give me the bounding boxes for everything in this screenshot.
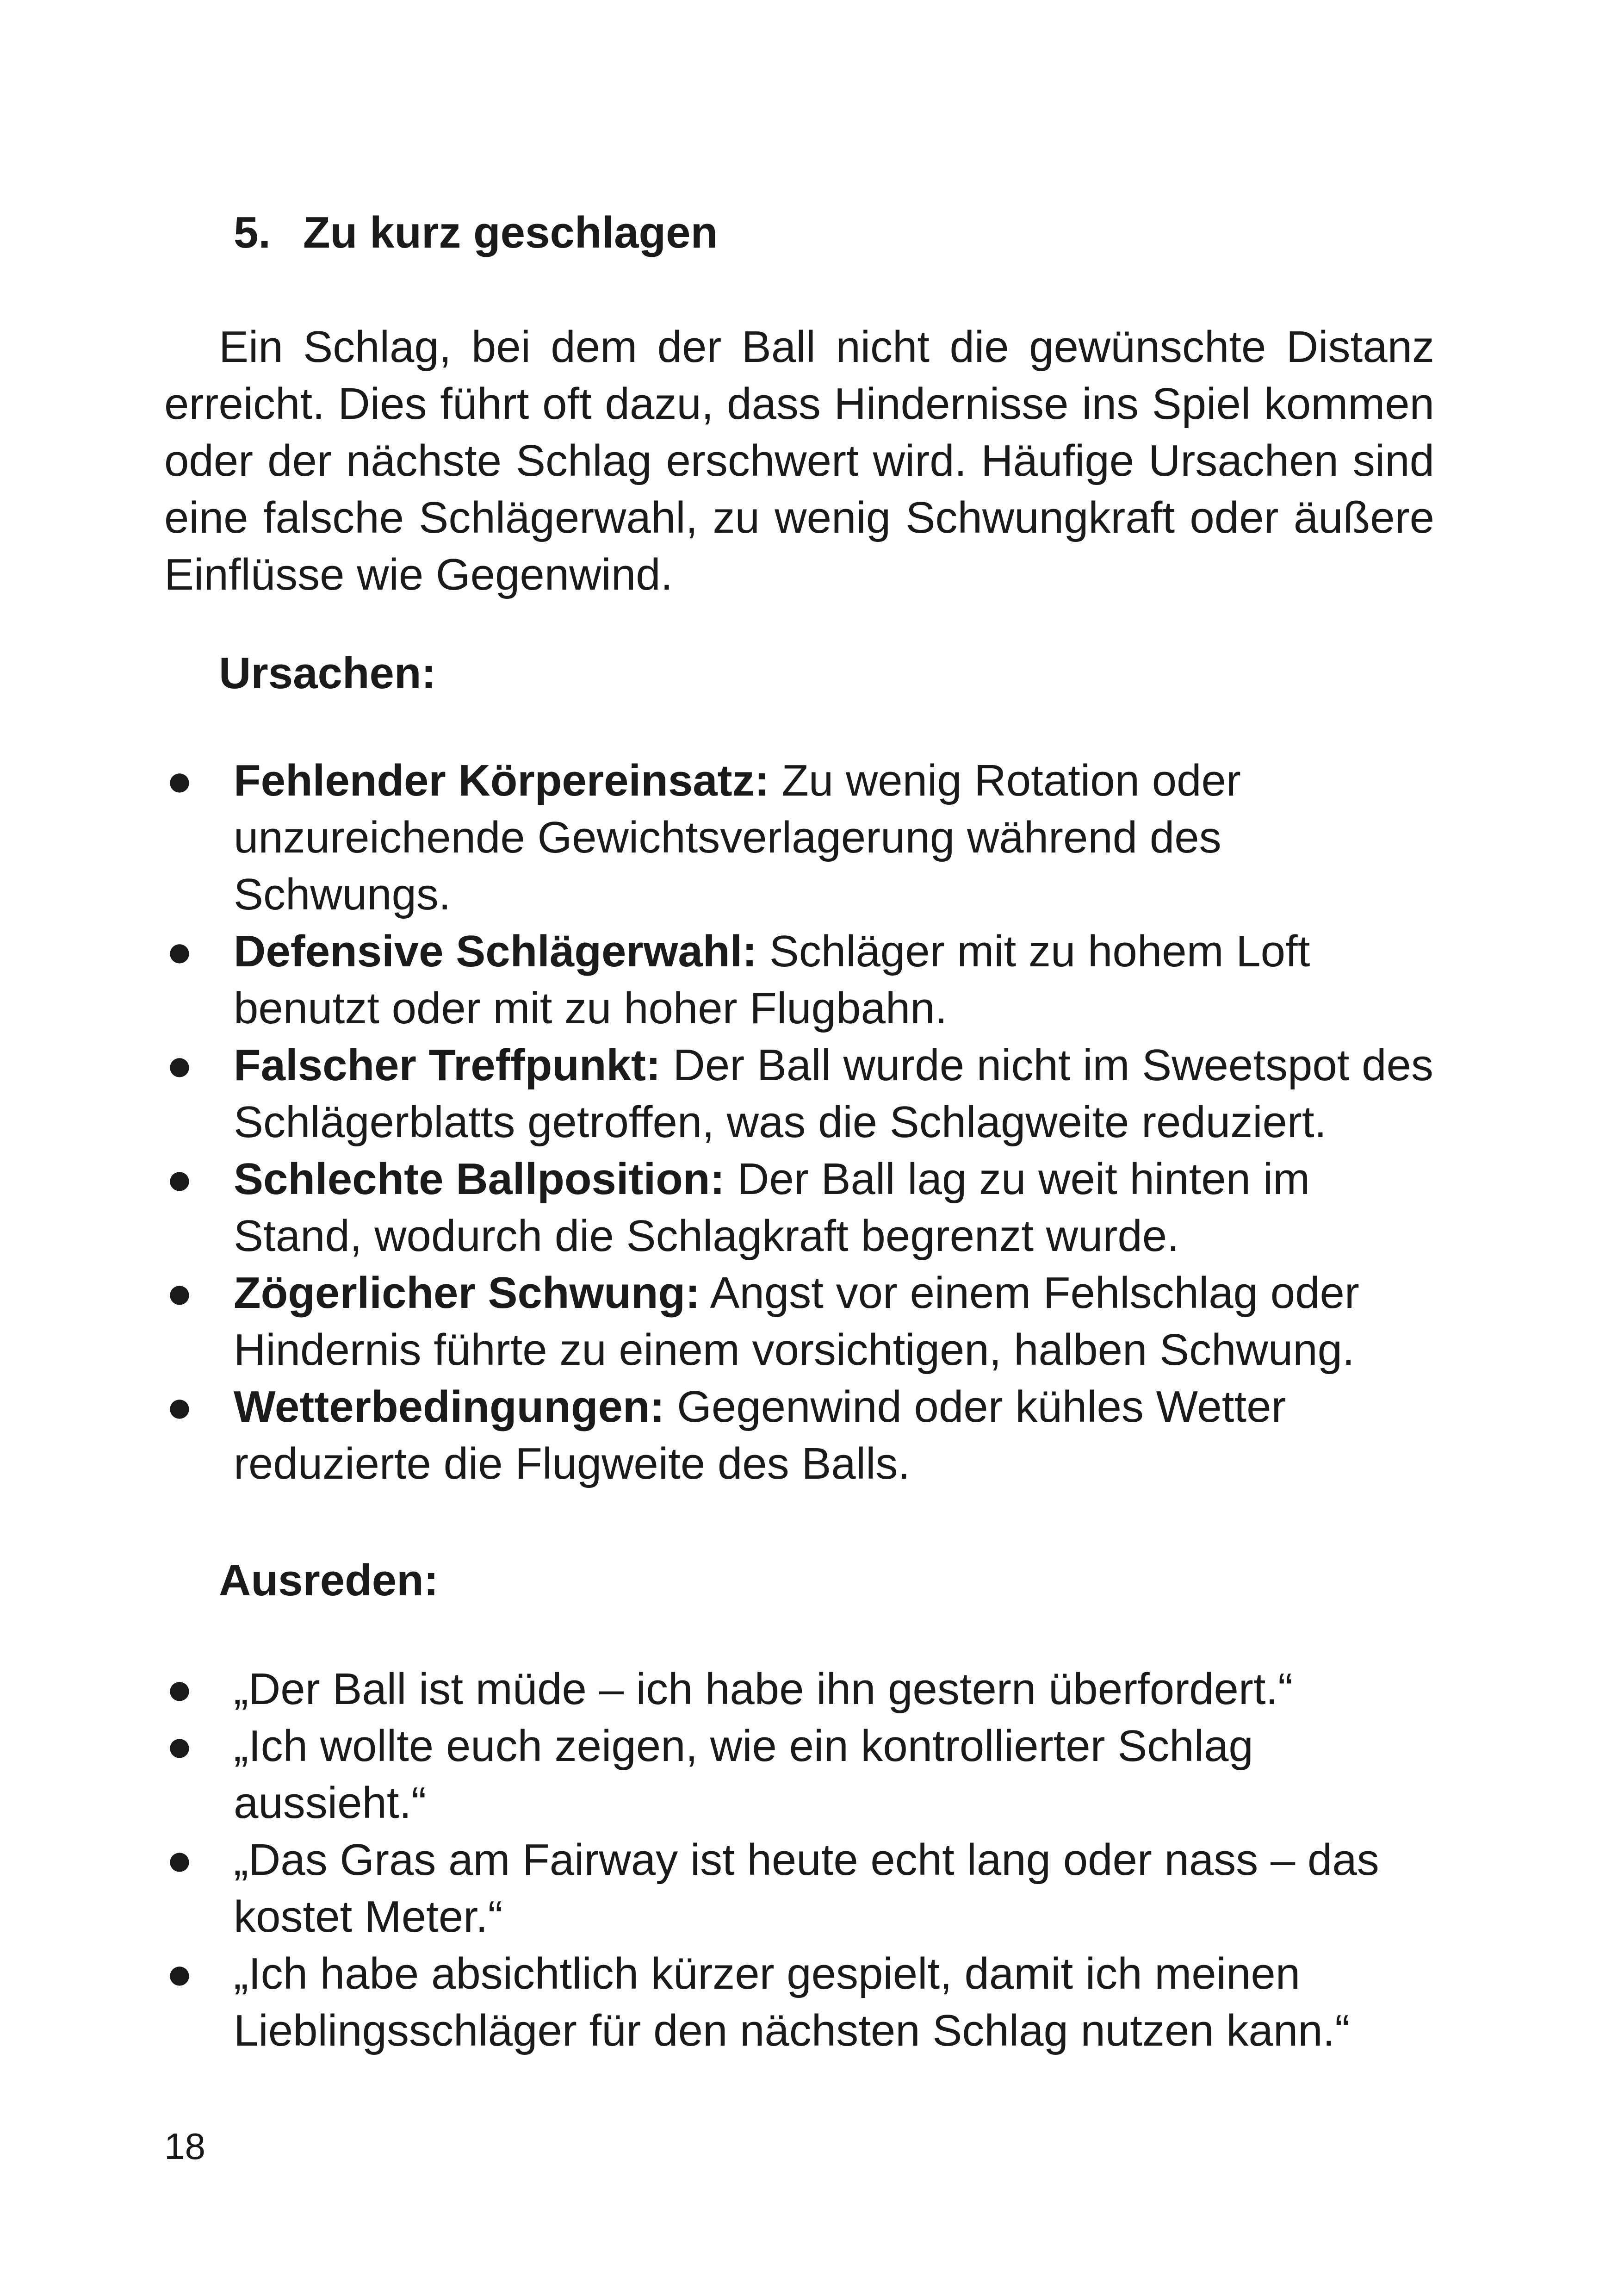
excuse-text: „Ich wollte euch zeigen, wie ein kontrollierter Schlag aussieht.“	[234, 1721, 1253, 1828]
excuse-item	[164, 1945, 1434, 2059]
page-number: 18	[164, 2126, 205, 2167]
cause-text: Der Ball lag zu weit hinten im Stand, wodurch die Schlagkraft begrenzt wurde.	[234, 1154, 1310, 1261]
cause-term: Defensive Schlägerwahl:	[234, 927, 757, 976]
cause-item	[164, 1264, 1434, 1378]
bullet-icon: ●	[166, 927, 193, 976]
cause-text: Der Ball wurde nicht im Sweetspot des Schlägerblatts getroffen, was die Schlagweite reduziert.	[234, 1040, 1433, 1147]
bullet-icon: ●	[166, 1721, 193, 1771]
excuses-list	[164, 1661, 1434, 2059]
cause-term: Schlechte Ballposition:	[234, 1154, 725, 1204]
bullet-icon: ●	[166, 1268, 193, 1318]
excuse-item	[164, 1717, 1434, 1831]
bullet-icon: ●	[166, 1835, 193, 1885]
cause-text: Schläger mit zu hohem Loft benutzt oder mit zu hoher Flugbahn.	[234, 927, 1310, 1033]
bullet-icon: ●	[166, 1949, 193, 1998]
cause-term: Zögerlicher Schwung:	[234, 1268, 701, 1318]
intro-paragraph: Ein Schlag, bei dem der Ball nicht die gewünschte Distanz erreicht. Dies führt oft dazu, dass Hindernisse ins Spiel kommen oder der nächste Schlag erschwert wird. Häufige Ursachen sind eine falsche Schlägerwahl, zu wenig Schwungkraft oder äußere Einflüsse wie Gegenwind.	[164, 322, 1434, 599]
section-number: 5.	[234, 208, 271, 257]
excuse-text: „Das Gras am Fairway ist heute echt lang oder nass – das kostet Meter.“	[234, 1835, 1379, 1941]
cause-item	[164, 752, 1434, 923]
excuse-item	[164, 1661, 1434, 1717]
cause-item	[164, 1151, 1434, 1264]
cause-term: Fehlender Körpereinsatz:	[234, 756, 769, 805]
causes-heading: Ursachen:	[219, 648, 436, 698]
cause-text: Angst vor einem Fehlschlag oder Hindernis führte zu einem vorsichtigen, halben Schwung.	[234, 1268, 1359, 1375]
excuse-item	[164, 1831, 1434, 1945]
bullet-icon: ●	[166, 756, 193, 805]
cause-term: Falscher Treffpunkt:	[234, 1040, 661, 1090]
bullet-icon: ●	[166, 1154, 193, 1204]
bullet-icon: ●	[166, 1382, 193, 1431]
excuse-text: „Der Ball ist müde – ich habe ihn gestern überfordert.“	[234, 1664, 1293, 1714]
causes-list	[164, 752, 1434, 1492]
cause-text: Zu wenig Rotation oder unzureichende Gewichtsverlagerung während des Schwungs.	[234, 756, 1241, 919]
bullet-icon: ●	[166, 1664, 193, 1714]
cause-item	[164, 1378, 1434, 1492]
excuses-heading: Ausreden:	[219, 1556, 439, 1605]
excuse-text: „Ich habe absichtlich kürzer gespielt, damit ich meinen Lieblingsschläger für den nächsten Schlag nutzen kann.“	[234, 1949, 1350, 2055]
bullet-icon: ●	[166, 1040, 193, 1090]
section-heading	[234, 203, 718, 263]
section-title: Zu kurz geschlagen	[303, 208, 718, 257]
cause-term: Wetterbedingungen:	[234, 1382, 665, 1431]
cause-item	[164, 1037, 1434, 1151]
cause-item	[164, 923, 1434, 1037]
cause-text: Gegenwind oder kühles Wetter reduzierte die Flugweite des Balls.	[234, 1382, 1286, 1488]
